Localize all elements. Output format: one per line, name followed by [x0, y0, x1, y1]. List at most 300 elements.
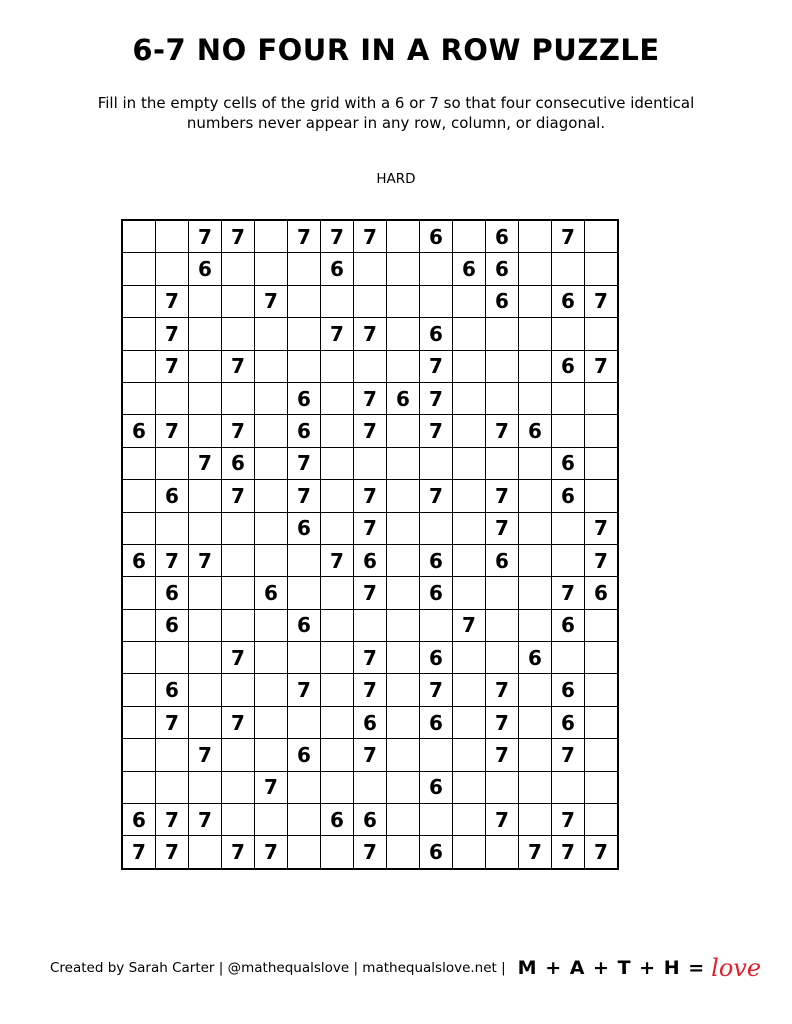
- empty-cell[interactable]: [288, 804, 321, 836]
- given-cell: 7: [189, 804, 222, 836]
- empty-cell[interactable]: [122, 642, 156, 674]
- empty-cell[interactable]: [122, 350, 156, 382]
- empty-cell[interactable]: [387, 480, 420, 512]
- empty-cell[interactable]: [453, 480, 486, 512]
- given-cell: 6: [321, 253, 354, 285]
- empty-cell[interactable]: [288, 642, 321, 674]
- empty-cell[interactable]: [552, 642, 585, 674]
- empty-cell[interactable]: [585, 609, 619, 641]
- empty-cell[interactable]: [453, 577, 486, 609]
- empty-cell[interactable]: [321, 285, 354, 317]
- empty-cell[interactable]: [321, 771, 354, 803]
- given-cell: 7: [420, 674, 453, 706]
- given-cell: 6: [585, 577, 619, 609]
- empty-cell[interactable]: [486, 318, 519, 350]
- empty-cell[interactable]: [453, 285, 486, 317]
- empty-cell[interactable]: [420, 447, 453, 479]
- empty-cell[interactable]: [387, 706, 420, 738]
- empty-cell[interactable]: [387, 447, 420, 479]
- empty-cell[interactable]: [387, 544, 420, 576]
- given-cell: 7: [585, 512, 619, 544]
- given-cell: 7: [420, 382, 453, 414]
- empty-cell[interactable]: [122, 480, 156, 512]
- empty-cell[interactable]: [156, 382, 189, 414]
- given-cell: 7: [486, 804, 519, 836]
- empty-cell[interactable]: [122, 706, 156, 738]
- empty-cell[interactable]: [585, 382, 619, 414]
- empty-cell[interactable]: [156, 771, 189, 803]
- empty-cell[interactable]: [321, 350, 354, 382]
- empty-cell[interactable]: [519, 771, 552, 803]
- empty-cell[interactable]: [486, 577, 519, 609]
- given-cell: 6: [519, 642, 552, 674]
- empty-cell[interactable]: [552, 382, 585, 414]
- empty-cell[interactable]: [453, 674, 486, 706]
- given-cell: 7: [122, 836, 156, 869]
- given-cell: 7: [354, 836, 387, 869]
- empty-cell[interactable]: [519, 253, 552, 285]
- empty-cell[interactable]: [255, 674, 288, 706]
- empty-cell[interactable]: [321, 512, 354, 544]
- given-cell: 7: [354, 480, 387, 512]
- empty-cell[interactable]: [288, 577, 321, 609]
- given-cell: 7: [354, 577, 387, 609]
- given-cell: 7: [156, 350, 189, 382]
- given-cell: 7: [156, 318, 189, 350]
- empty-cell[interactable]: [189, 382, 222, 414]
- empty-cell[interactable]: [387, 415, 420, 447]
- given-cell: 6: [354, 544, 387, 576]
- empty-cell[interactable]: [156, 220, 189, 253]
- empty-cell[interactable]: [189, 674, 222, 706]
- empty-cell[interactable]: [519, 706, 552, 738]
- empty-cell[interactable]: [519, 447, 552, 479]
- given-cell: 7: [156, 804, 189, 836]
- given-cell: 6: [486, 285, 519, 317]
- empty-cell[interactable]: [354, 609, 387, 641]
- empty-cell[interactable]: [453, 415, 486, 447]
- empty-cell[interactable]: [519, 285, 552, 317]
- grid-row: [122, 804, 618, 836]
- empty-cell[interactable]: [255, 544, 288, 576]
- empty-cell[interactable]: [420, 253, 453, 285]
- empty-cell[interactable]: [321, 577, 354, 609]
- given-cell: 6: [486, 253, 519, 285]
- empty-cell[interactable]: [453, 642, 486, 674]
- empty-cell[interactable]: [486, 836, 519, 869]
- footer: [50, 954, 762, 982]
- given-cell: 7: [156, 706, 189, 738]
- given-cell: 7: [189, 544, 222, 576]
- empty-cell[interactable]: [189, 706, 222, 738]
- empty-cell[interactable]: [156, 642, 189, 674]
- empty-cell[interactable]: [189, 415, 222, 447]
- given-cell: 6: [420, 836, 453, 869]
- empty-cell[interactable]: [321, 706, 354, 738]
- given-cell: 6: [156, 674, 189, 706]
- empty-cell[interactable]: [552, 512, 585, 544]
- given-cell: 7: [420, 415, 453, 447]
- given-cell: 7: [156, 285, 189, 317]
- given-cell: 6: [486, 220, 519, 253]
- given-cell: 7: [189, 739, 222, 771]
- empty-cell[interactable]: [453, 836, 486, 869]
- given-cell: 7: [354, 220, 387, 253]
- empty-cell[interactable]: [222, 318, 255, 350]
- empty-cell[interactable]: [156, 512, 189, 544]
- empty-cell[interactable]: [552, 771, 585, 803]
- given-cell: 7: [486, 415, 519, 447]
- empty-cell[interactable]: [387, 771, 420, 803]
- empty-cell[interactable]: [255, 253, 288, 285]
- empty-cell[interactable]: [222, 804, 255, 836]
- given-cell: 7: [189, 220, 222, 253]
- given-cell: 6: [354, 706, 387, 738]
- empty-cell[interactable]: [420, 512, 453, 544]
- empty-cell[interactable]: [222, 544, 255, 576]
- empty-cell[interactable]: [453, 447, 486, 479]
- empty-cell[interactable]: [387, 674, 420, 706]
- empty-cell[interactable]: [122, 447, 156, 479]
- given-cell: 6: [122, 544, 156, 576]
- empty-cell[interactable]: [585, 415, 619, 447]
- empty-cell[interactable]: [552, 544, 585, 576]
- empty-cell[interactable]: [222, 512, 255, 544]
- given-cell: 7: [156, 836, 189, 869]
- empty-cell[interactable]: [486, 771, 519, 803]
- empty-cell[interactable]: [189, 285, 222, 317]
- empty-cell[interactable]: [122, 674, 156, 706]
- empty-cell[interactable]: [189, 350, 222, 382]
- empty-cell[interactable]: [585, 318, 619, 350]
- empty-cell[interactable]: [387, 609, 420, 641]
- empty-cell[interactable]: [122, 318, 156, 350]
- empty-cell[interactable]: [222, 253, 255, 285]
- empty-cell[interactable]: [255, 350, 288, 382]
- empty-cell[interactable]: [387, 285, 420, 317]
- grid-row: [122, 544, 618, 576]
- empty-cell[interactable]: [453, 739, 486, 771]
- empty-cell[interactable]: [122, 771, 156, 803]
- given-cell: 7: [156, 415, 189, 447]
- empty-cell[interactable]: [519, 577, 552, 609]
- empty-cell[interactable]: [420, 285, 453, 317]
- given-cell: 6: [255, 577, 288, 609]
- empty-cell[interactable]: [288, 771, 321, 803]
- given-cell: 7: [354, 318, 387, 350]
- grid-row: [122, 771, 618, 803]
- empty-cell[interactable]: [387, 577, 420, 609]
- grid-row: [122, 350, 618, 382]
- given-cell: 7: [453, 609, 486, 641]
- empty-cell[interactable]: [288, 836, 321, 869]
- given-cell: 7: [552, 577, 585, 609]
- empty-cell[interactable]: [122, 285, 156, 317]
- empty-cell[interactable]: [387, 253, 420, 285]
- empty-cell[interactable]: [255, 415, 288, 447]
- empty-cell[interactable]: [288, 544, 321, 576]
- given-cell: 7: [222, 350, 255, 382]
- empty-cell[interactable]: [519, 512, 552, 544]
- empty-cell[interactable]: [255, 318, 288, 350]
- given-cell: 6: [420, 642, 453, 674]
- given-cell: 7: [552, 836, 585, 869]
- given-cell: 7: [552, 739, 585, 771]
- given-cell: 7: [288, 674, 321, 706]
- empty-cell[interactable]: [288, 350, 321, 382]
- empty-cell[interactable]: [519, 220, 552, 253]
- empty-cell[interactable]: [222, 739, 255, 771]
- given-cell: 7: [255, 836, 288, 869]
- given-cell: 6: [420, 318, 453, 350]
- empty-cell[interactable]: [189, 609, 222, 641]
- empty-cell[interactable]: [321, 836, 354, 869]
- given-cell: 6: [354, 804, 387, 836]
- given-cell: 7: [585, 836, 619, 869]
- grid-row: [122, 512, 618, 544]
- empty-cell[interactable]: [255, 642, 288, 674]
- empty-cell[interactable]: [288, 318, 321, 350]
- empty-cell[interactable]: [453, 318, 486, 350]
- empty-cell[interactable]: [189, 771, 222, 803]
- empty-cell[interactable]: [585, 739, 619, 771]
- given-cell: 7: [288, 447, 321, 479]
- given-cell: 7: [420, 480, 453, 512]
- empty-cell[interactable]: [486, 382, 519, 414]
- given-cell: 7: [354, 415, 387, 447]
- empty-cell[interactable]: [585, 674, 619, 706]
- given-cell: 7: [222, 706, 255, 738]
- given-cell: 6: [420, 771, 453, 803]
- grid-row: [122, 609, 618, 641]
- empty-cell[interactable]: [122, 577, 156, 609]
- grid-row: [122, 836, 618, 869]
- grid-row: [122, 706, 618, 738]
- empty-cell[interactable]: [122, 220, 156, 253]
- given-cell: 7: [321, 220, 354, 253]
- empty-cell[interactable]: [156, 253, 189, 285]
- empty-cell[interactable]: [122, 253, 156, 285]
- empty-cell[interactable]: [387, 512, 420, 544]
- empty-cell[interactable]: [387, 350, 420, 382]
- empty-cell[interactable]: [354, 285, 387, 317]
- empty-cell[interactable]: [387, 804, 420, 836]
- given-cell: 7: [288, 220, 321, 253]
- empty-cell[interactable]: [321, 382, 354, 414]
- empty-cell[interactable]: [519, 674, 552, 706]
- empty-cell[interactable]: [122, 609, 156, 641]
- empty-cell[interactable]: [354, 350, 387, 382]
- empty-cell[interactable]: [453, 706, 486, 738]
- empty-cell[interactable]: [585, 706, 619, 738]
- given-cell: 7: [486, 512, 519, 544]
- empty-cell[interactable]: [288, 253, 321, 285]
- given-cell: 7: [255, 285, 288, 317]
- empty-cell[interactable]: [321, 642, 354, 674]
- grid-row: [122, 447, 618, 479]
- empty-cell[interactable]: [255, 706, 288, 738]
- footer-credit: Created by Sarah Carter | @mathequalslove | mathequalslove.net |: [50, 960, 506, 976]
- empty-cell[interactable]: [585, 253, 619, 285]
- empty-cell[interactable]: [321, 415, 354, 447]
- empty-cell[interactable]: [255, 382, 288, 414]
- empty-cell[interactable]: [222, 674, 255, 706]
- empty-cell[interactable]: [255, 512, 288, 544]
- empty-cell[interactable]: [189, 577, 222, 609]
- given-cell: 7: [222, 836, 255, 869]
- empty-cell[interactable]: [420, 739, 453, 771]
- empty-cell[interactable]: [222, 609, 255, 641]
- given-cell: 6: [288, 415, 321, 447]
- empty-cell[interactable]: [486, 447, 519, 479]
- given-cell: 6: [486, 544, 519, 576]
- empty-cell[interactable]: [222, 577, 255, 609]
- given-cell: 6: [420, 544, 453, 576]
- given-cell: 6: [552, 706, 585, 738]
- empty-cell[interactable]: [189, 512, 222, 544]
- empty-cell[interactable]: [122, 739, 156, 771]
- given-cell: 7: [486, 706, 519, 738]
- empty-cell[interactable]: [354, 447, 387, 479]
- given-cell: 7: [255, 771, 288, 803]
- empty-cell[interactable]: [189, 480, 222, 512]
- empty-cell[interactable]: [519, 739, 552, 771]
- given-cell: 7: [222, 415, 255, 447]
- given-cell: 7: [189, 447, 222, 479]
- given-cell: 7: [486, 674, 519, 706]
- given-cell: 6: [552, 447, 585, 479]
- given-cell: 6: [288, 382, 321, 414]
- empty-cell[interactable]: [453, 771, 486, 803]
- empty-cell[interactable]: [255, 447, 288, 479]
- given-cell: 7: [354, 642, 387, 674]
- empty-cell[interactable]: [486, 350, 519, 382]
- given-cell: 6: [122, 804, 156, 836]
- empty-cell[interactable]: [189, 836, 222, 869]
- given-cell: 6: [453, 253, 486, 285]
- given-cell: 6: [420, 706, 453, 738]
- empty-cell[interactable]: [288, 706, 321, 738]
- empty-cell[interactable]: [288, 285, 321, 317]
- empty-cell[interactable]: [387, 220, 420, 253]
- grid-row: [122, 220, 618, 253]
- empty-cell[interactable]: [585, 220, 619, 253]
- empty-cell[interactable]: [519, 804, 552, 836]
- empty-cell[interactable]: [519, 480, 552, 512]
- empty-cell[interactable]: [321, 609, 354, 641]
- empty-cell[interactable]: [354, 771, 387, 803]
- given-cell: 7: [354, 512, 387, 544]
- puzzle-grid: [121, 219, 619, 870]
- grid-row: [122, 382, 618, 414]
- empty-cell[interactable]: [255, 480, 288, 512]
- empty-cell[interactable]: [519, 350, 552, 382]
- empty-cell[interactable]: [156, 739, 189, 771]
- empty-cell[interactable]: [387, 836, 420, 869]
- given-cell: 6: [321, 804, 354, 836]
- empty-cell[interactable]: [321, 739, 354, 771]
- empty-cell[interactable]: [387, 318, 420, 350]
- empty-cell[interactable]: [321, 480, 354, 512]
- given-cell: 7: [420, 350, 453, 382]
- grid-row: [122, 285, 618, 317]
- given-cell: 7: [222, 220, 255, 253]
- given-cell: 7: [585, 544, 619, 576]
- given-cell: 7: [288, 480, 321, 512]
- empty-cell[interactable]: [122, 382, 156, 414]
- empty-cell[interactable]: [585, 771, 619, 803]
- grid-row: [122, 577, 618, 609]
- page-title: 6-7 NO FOUR IN A ROW PUZZLE: [132, 33, 660, 67]
- empty-cell[interactable]: [519, 318, 552, 350]
- given-cell: 6: [156, 480, 189, 512]
- empty-cell[interactable]: [255, 609, 288, 641]
- empty-cell[interactable]: [552, 415, 585, 447]
- empty-cell[interactable]: [486, 609, 519, 641]
- empty-cell[interactable]: [222, 771, 255, 803]
- empty-cell[interactable]: [453, 804, 486, 836]
- empty-cell[interactable]: [519, 382, 552, 414]
- given-cell: 6: [552, 609, 585, 641]
- empty-cell[interactable]: [453, 512, 486, 544]
- empty-cell[interactable]: [222, 285, 255, 317]
- given-cell: 7: [354, 739, 387, 771]
- empty-cell[interactable]: [387, 642, 420, 674]
- empty-cell[interactable]: [453, 382, 486, 414]
- empty-cell[interactable]: [552, 253, 585, 285]
- empty-cell[interactable]: [255, 220, 288, 253]
- given-cell: 7: [354, 674, 387, 706]
- given-cell: 7: [486, 480, 519, 512]
- empty-cell[interactable]: [387, 739, 420, 771]
- empty-cell[interactable]: [420, 609, 453, 641]
- empty-cell[interactable]: [255, 739, 288, 771]
- empty-cell[interactable]: [585, 642, 619, 674]
- empty-cell[interactable]: [156, 447, 189, 479]
- empty-cell[interactable]: [122, 512, 156, 544]
- empty-cell[interactable]: [453, 544, 486, 576]
- empty-cell[interactable]: [585, 480, 619, 512]
- empty-cell[interactable]: [519, 544, 552, 576]
- empty-cell[interactable]: [453, 220, 486, 253]
- empty-cell[interactable]: [255, 804, 288, 836]
- given-cell: 7: [585, 285, 619, 317]
- empty-cell[interactable]: [453, 350, 486, 382]
- grid-row: [122, 318, 618, 350]
- empty-cell[interactable]: [189, 642, 222, 674]
- difficulty-label: HARD: [376, 171, 416, 187]
- empty-cell[interactable]: [519, 609, 552, 641]
- empty-cell[interactable]: [189, 318, 222, 350]
- given-cell: 7: [156, 544, 189, 576]
- given-cell: 6: [189, 253, 222, 285]
- empty-cell[interactable]: [222, 382, 255, 414]
- grid-row: [122, 253, 618, 285]
- empty-cell[interactable]: [486, 642, 519, 674]
- empty-cell[interactable]: [321, 447, 354, 479]
- given-cell: 6: [552, 674, 585, 706]
- empty-cell[interactable]: [585, 804, 619, 836]
- empty-cell[interactable]: [420, 804, 453, 836]
- empty-cell[interactable]: [552, 318, 585, 350]
- empty-cell[interactable]: [585, 447, 619, 479]
- given-cell: 6: [156, 577, 189, 609]
- empty-cell[interactable]: [354, 253, 387, 285]
- empty-cell[interactable]: [321, 674, 354, 706]
- grid-row: [122, 480, 618, 512]
- grid-row: [122, 674, 618, 706]
- brand-logo: M + A + T + H =: [517, 957, 706, 979]
